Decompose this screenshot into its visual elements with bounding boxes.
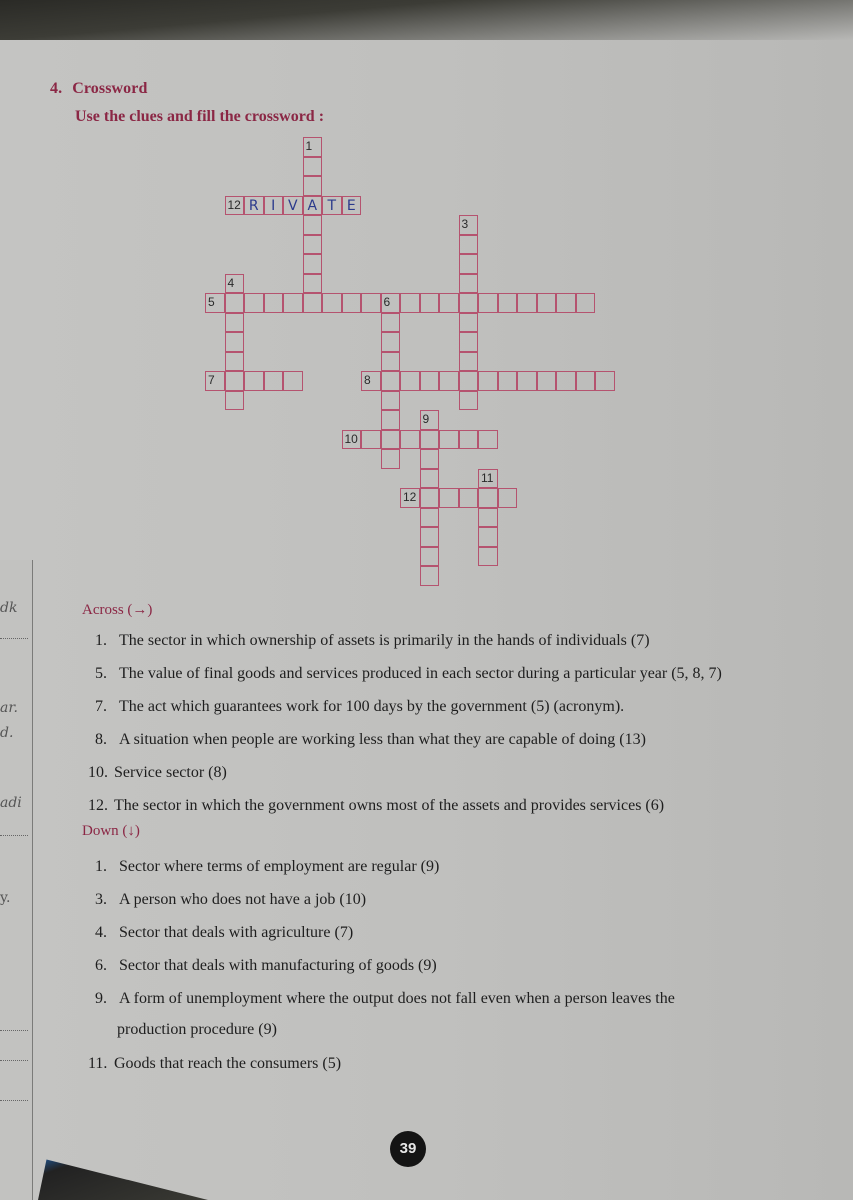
crossword-cell[interactable] [303, 196, 323, 216]
crossword-cell[interactable] [478, 293, 498, 313]
crossword-cell[interactable] [381, 332, 401, 352]
clue-number-label: 9 [422, 412, 430, 426]
clue-number-label: 6 [383, 295, 391, 309]
clue-text: Sector that deals with agriculture (7) [119, 924, 354, 941]
handwriting-scribble: y. [0, 890, 11, 906]
clue-text: Sector where terms of employment are regular (9) [119, 858, 440, 875]
handwritten-letter: I [271, 197, 276, 214]
crossword-cell[interactable] [225, 332, 245, 352]
down-clue [95, 990, 675, 1008]
crossword-cell[interactable] [478, 371, 498, 391]
handwriting-scribble: ar. [0, 700, 18, 716]
clue-number: 1. [95, 632, 107, 649]
down-clue [95, 924, 353, 942]
clue-number: 3. [95, 891, 107, 908]
clue-text: A form of unemployment where the output does not fall even when a person leaves the [119, 990, 675, 1007]
page-number: 39 [390, 1131, 426, 1167]
down-clue [95, 957, 437, 975]
crossword-cell[interactable] [498, 488, 518, 508]
crossword-cell[interactable] [420, 430, 440, 450]
crossword-cell[interactable] [225, 391, 245, 411]
clue-text: The act which guarantees work for 100 days by the government (5) (acronym). [119, 698, 625, 715]
crossword-cell[interactable] [342, 196, 362, 216]
crossword-cell[interactable] [576, 371, 596, 391]
crossword-cell[interactable] [225, 371, 245, 391]
crossword-cell[interactable] [420, 449, 440, 469]
crossword-cell[interactable] [400, 371, 420, 391]
crossword-cell[interactable] [361, 430, 381, 450]
crossword-cell[interactable] [381, 410, 401, 430]
crossword-cell[interactable] [459, 235, 479, 255]
crossword-cell[interactable] [303, 254, 323, 274]
crossword-cell[interactable] [264, 371, 284, 391]
crossword-cell[interactable] [459, 313, 479, 333]
clue-text: Goods that reach the consumers (5) [114, 1055, 342, 1072]
across-clue [95, 665, 722, 683]
dotted-line [0, 1100, 28, 1101]
dotted-line [0, 1060, 28, 1061]
crossword-cell[interactable] [556, 371, 576, 391]
crossword-cell[interactable] [381, 371, 401, 391]
crossword-cell[interactable] [478, 547, 498, 567]
crossword-cell[interactable] [459, 254, 479, 274]
clue-number-label: 5 [208, 295, 215, 309]
crossword-cell[interactable] [283, 196, 303, 216]
across-clue [95, 698, 624, 716]
clue-number-label: 8 [364, 373, 371, 387]
crossword-cell[interactable] [459, 391, 479, 411]
crossword-cell[interactable] [556, 293, 576, 313]
clue-number: 5. [95, 665, 107, 682]
crossword-cell[interactable] [342, 430, 362, 450]
crossword-cell[interactable] [244, 196, 264, 216]
crossword-cell[interactable] [439, 293, 459, 313]
crossword-cell[interactable] [459, 430, 479, 450]
clue-number: 8. [95, 731, 107, 748]
across-title: Across (→) [82, 602, 153, 618]
crossword-cell[interactable] [322, 293, 342, 313]
dotted-line [0, 835, 28, 836]
clue-text: Service sector (8) [114, 764, 227, 781]
exercise-instruction: Use the clues and fill the crossword : [75, 108, 325, 125]
crossword-cell[interactable] [381, 293, 401, 313]
clue-number-label: 12 [227, 197, 241, 212]
crossword-cell[interactable] [459, 488, 479, 508]
clue-number-label: 10 [344, 431, 358, 446]
clue-number-label: 11 [481, 470, 494, 485]
crossword-cell[interactable] [420, 469, 440, 489]
crossword-cell[interactable] [381, 430, 401, 450]
clue-text: A person who does not have a job (10) [119, 891, 367, 908]
crossword-cell[interactable] [303, 274, 323, 294]
handwritten-letter: E [346, 197, 356, 214]
crossword-cell[interactable] [264, 196, 284, 216]
crossword-cell[interactable] [283, 293, 303, 313]
crossword-cell[interactable] [439, 371, 459, 391]
crossword-cell[interactable] [303, 157, 323, 177]
clue-number-label: 3 [461, 217, 469, 231]
crossword-cell[interactable] [225, 293, 245, 313]
crossword-cell[interactable] [420, 547, 440, 567]
down-clue [95, 858, 439, 876]
dotted-line [0, 638, 28, 639]
crossword-cell[interactable] [459, 215, 479, 235]
crossword-cell[interactable] [244, 293, 264, 313]
clue-number-label: 1 [305, 139, 313, 153]
crossword-cell[interactable] [381, 352, 401, 372]
clue-text: The sector in which ownership of assets is primarily in the hands of individuals (7) [119, 632, 650, 649]
crossword-cell[interactable] [517, 293, 537, 313]
crossword-cell[interactable] [244, 371, 264, 391]
crossword-cell[interactable] [459, 332, 479, 352]
crossword-cell[interactable] [478, 430, 498, 450]
crossword-cell[interactable] [459, 274, 479, 294]
crossword-cell[interactable] [342, 293, 362, 313]
clue-number: 10. [88, 764, 108, 781]
crossword-cell[interactable] [225, 313, 245, 333]
crossword-cell[interactable] [595, 371, 615, 391]
clue-text: The value of final goods and services produced in each sector during a particular year (5, 8, 7) [119, 665, 722, 682]
crossword-cell[interactable] [459, 293, 479, 313]
crossword-cell[interactable] [361, 371, 381, 391]
previous-page-edge [0, 560, 33, 1200]
clue-text: Sector that deals with manufacturing of goods (9) [119, 957, 437, 974]
clue-text: A situation when people are working less than what they are capable of doing (13) [119, 731, 646, 748]
crossword-cell[interactable] [205, 293, 225, 313]
dotted-line [0, 1030, 28, 1031]
crossword-cell[interactable] [420, 371, 440, 391]
crossword-cell[interactable] [459, 352, 479, 372]
clue-number-label: 12 [403, 490, 417, 504]
crossword-cell[interactable] [478, 527, 498, 547]
clue-number-label: 7 [208, 373, 215, 387]
crossword-cell[interactable] [420, 488, 440, 508]
crossword-cell[interactable] [498, 371, 518, 391]
crossword-cell[interactable] [537, 371, 557, 391]
crossword-cell[interactable] [420, 410, 440, 430]
crossword-cell[interactable] [478, 508, 498, 528]
crossword-cell[interactable] [303, 137, 323, 157]
crossword-cell[interactable] [225, 196, 245, 216]
crossword-cell[interactable] [303, 215, 323, 235]
crossword-cell[interactable] [576, 293, 596, 313]
handwritten-letter: R [248, 197, 259, 214]
crossword-cell[interactable] [420, 566, 440, 586]
clue-number: 6. [95, 957, 107, 974]
handwritten-letter: T [327, 197, 337, 214]
exercise-number: 4. [50, 80, 63, 97]
crossword-cell[interactable] [322, 196, 342, 216]
down-clue [117, 1021, 277, 1039]
clue-number: 11. [88, 1055, 108, 1072]
crossword-cell[interactable] [537, 293, 557, 313]
handwriting-scribble: adi [0, 795, 22, 811]
down-clue [88, 1055, 341, 1073]
crossword-cell[interactable] [225, 274, 245, 294]
crossword-cell[interactable] [283, 371, 303, 391]
crossword-cell[interactable] [381, 449, 401, 469]
across-clue [95, 731, 646, 749]
crossword-cell[interactable] [400, 488, 420, 508]
down-clue [95, 891, 366, 909]
crossword-cell[interactable] [264, 293, 284, 313]
handwritten-letter: V [287, 197, 298, 214]
crossword-cell[interactable] [381, 313, 401, 333]
crossword-cell[interactable] [420, 293, 440, 313]
crossword-cell[interactable] [478, 488, 498, 508]
crossword-cell[interactable] [205, 371, 225, 391]
across-clue [95, 632, 650, 650]
handwriting-scribble: dk [0, 600, 18, 616]
crossword-cell[interactable] [361, 293, 381, 313]
clue-number: 9. [95, 990, 107, 1007]
crossword-cell[interactable] [439, 430, 459, 450]
crossword-cell[interactable] [478, 469, 498, 489]
across-clue [88, 764, 227, 782]
exercise-title: Crossword [72, 80, 148, 97]
clue-text: The sector in which the government owns most of the assets and provides services (6) [114, 797, 665, 814]
crossword-cell[interactable] [400, 430, 420, 450]
down-title: Down (↓) [82, 823, 140, 839]
clue-number: 7. [95, 698, 107, 715]
crossword-cell[interactable] [303, 176, 323, 196]
crossword-cell[interactable] [420, 508, 440, 528]
clue-number: 1. [95, 858, 107, 875]
crossword-cell[interactable] [400, 293, 420, 313]
clue-number: 4. [95, 924, 107, 941]
crossword-cell[interactable] [381, 391, 401, 411]
crossword-cell[interactable] [517, 371, 537, 391]
handwriting-scribble: d. [0, 725, 14, 741]
clue-text: production procedure (9) [117, 1021, 277, 1038]
clue-number: 12. [88, 797, 108, 814]
crossword-cell[interactable] [439, 488, 459, 508]
crossword-cell[interactable] [303, 293, 323, 313]
crossword-cell[interactable] [498, 293, 518, 313]
crossword-cell[interactable] [303, 235, 323, 255]
crossword-cell[interactable] [420, 527, 440, 547]
handwritten-letter: A [307, 197, 318, 214]
crossword-cell[interactable] [225, 352, 245, 372]
clue-number-label: 4 [227, 275, 235, 290]
across-clue [88, 797, 664, 815]
crossword-cell[interactable] [459, 371, 479, 391]
